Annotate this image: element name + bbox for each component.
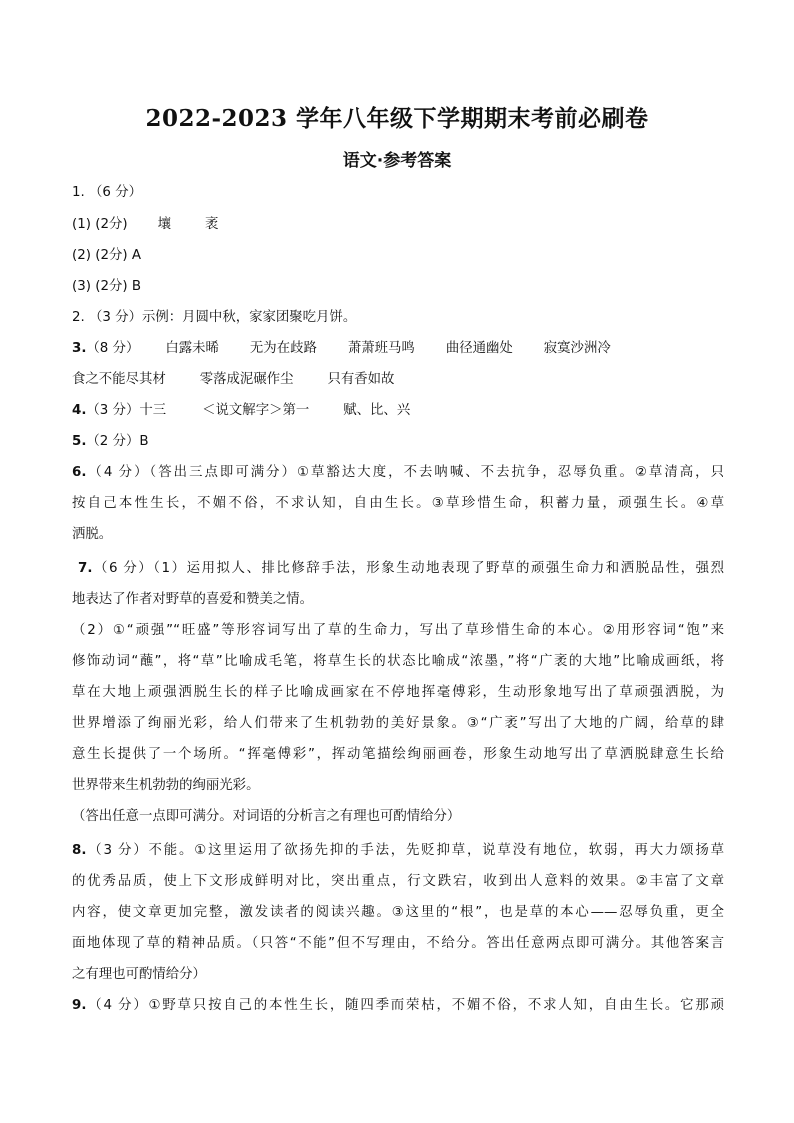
- q7-line: [78, 559, 724, 579]
- q4-answer-c: 赋、比、兴: [343, 403, 411, 418]
- page-title: 2022-2023 学年八年级下学期期末考前必刷卷: [145, 105, 649, 132]
- q8-line: [72, 841, 724, 861]
- q3-score: （8 分）: [86, 341, 140, 356]
- q3-row1: [72, 339, 611, 359]
- q9-number: 9.: [72, 998, 87, 1013]
- page-subtitle: 语文·参考答案: [342, 151, 452, 171]
- q5-score: （2 分）B: [86, 434, 149, 449]
- q3-item: 无为在歧路: [249, 341, 317, 356]
- q3-item: 只有香如故: [327, 372, 395, 387]
- q3-item: 零落成泥碾作尘: [199, 372, 294, 387]
- q9-text: （4 分）①野草只按自己的本性生长，随四季而荣枯，不媚不俗，不求人知，自由生长。它那顽: [86, 998, 724, 1013]
- q7-line: 修饰动词“蘸”，将“草”比喻成毛笔，将草生长的状态比喻成“浓墨，”将“广袤的大地”比喻成画纸，将: [72, 654, 724, 669]
- q7-number: 7.: [78, 561, 93, 576]
- q6-line: [72, 463, 724, 483]
- q4-answer: [72, 401, 410, 421]
- q1-part3: (3) (2分) B: [72, 279, 142, 294]
- q5-answer: [72, 432, 149, 452]
- q6-line: 洒脱。: [72, 527, 113, 542]
- q7-note: （答出任意一点即可满分。对词语的分析言之有理也可酌情给分）: [72, 809, 461, 824]
- q8-text: （3 分）不能。①这里运用了欲扬先抑的手法，先贬抑草，说草没有地位，软弱，再大力颂扬草: [86, 843, 724, 858]
- q8-number: 8.: [72, 843, 87, 858]
- q9-line: [72, 996, 724, 1016]
- q3-number: 3.: [72, 341, 87, 356]
- q5-number: 5.: [72, 434, 87, 449]
- q1-part1-answer-b: 袤: [204, 217, 219, 232]
- q4-answer-b: ＜说文解字＞第一: [202, 403, 310, 418]
- q8-line: 内容，使文章更加完整，激发读者的阅读兴趣。③这里的“根”，也是草的本心——忍辱负重，更全: [72, 905, 724, 920]
- q7-line: 草在大地上顽强洒脱生长的样子比喻成画家在不停地挥毫傅彩，生动形象地写出了草顽强洒脱，为: [72, 685, 724, 700]
- q7-line: 世界带来生机勃勃的绚丽光彩。: [72, 778, 260, 793]
- q7-text: （6 分）（1）运用拟人、排比修辞手法，形象生动地表现了野草的顽强生命力和洒脱品性，强烈: [92, 561, 724, 576]
- q1-part1-answer-a: 壤: [157, 217, 171, 232]
- q6-text: （4 分）（答出三点即可满分）①草豁达大度，不去呐喊、不去抗争，忍辱负重。②草清高，只: [86, 465, 724, 480]
- q2-answer: 2. （3 分）示例：月圆中秋，家家团聚吃月饼。: [72, 310, 357, 325]
- q1-part1-label: (1) (2分): [72, 217, 128, 232]
- q3-item: 曲径通幽处: [445, 341, 513, 356]
- q1-part1: [72, 215, 218, 235]
- q3-item: 寂寞沙洲冷: [543, 341, 611, 356]
- q4-number: 4.: [72, 403, 87, 418]
- q3-row2: [72, 370, 394, 390]
- q8-line: 面地体现了草的精神品质。（只答“不能”但不写理由，不给分。答出任意两点即可满分。其他答案言: [72, 936, 724, 951]
- q4-score: （3 分）十三: [86, 403, 167, 418]
- q1-part2: (2) (2分) A: [72, 248, 141, 263]
- q7-line: 地表达了作者对野草的喜爱和赞美之情。: [72, 592, 314, 607]
- q7-line: （2）①“顽强”“旺盛”等形容词写出了草的生命力，写出了草珍惜生命的本心。②用形容词“饱”来: [72, 623, 724, 638]
- q7-line: 世界增添了绚丽光彩，给人们带来了生机勃勃的美好景象。③“广袤”写出了大地的广阔，给草的肆: [72, 716, 724, 731]
- q1-heading: 1. （6 分）: [72, 185, 142, 200]
- q6-line: 按自己本性生长，不媚不俗，不求认知，自由生长。③草珍惜生命，积蓄力量，顽强生长。④草: [72, 496, 724, 511]
- q6-number: 6.: [72, 465, 87, 480]
- q3-item: 食之不能尽其材: [72, 372, 166, 387]
- q3-item: 萧萧班马鸣: [347, 341, 415, 356]
- q7-line: 意生长提供了一个场所。“挥毫傅彩”，挥动笔描绘绚丽画卷，形象生动地写出了草洒脱肆意生长给: [72, 747, 724, 762]
- q8-line: 之有理也可酌情给分）: [72, 967, 206, 982]
- q8-line: 的优秀品质，使上下文形成鲜明对比，突出重点，行文跌宕，收到出人意料的效果。②丰富了文章: [72, 874, 724, 889]
- q3-item: 白露未晞: [165, 341, 219, 356]
